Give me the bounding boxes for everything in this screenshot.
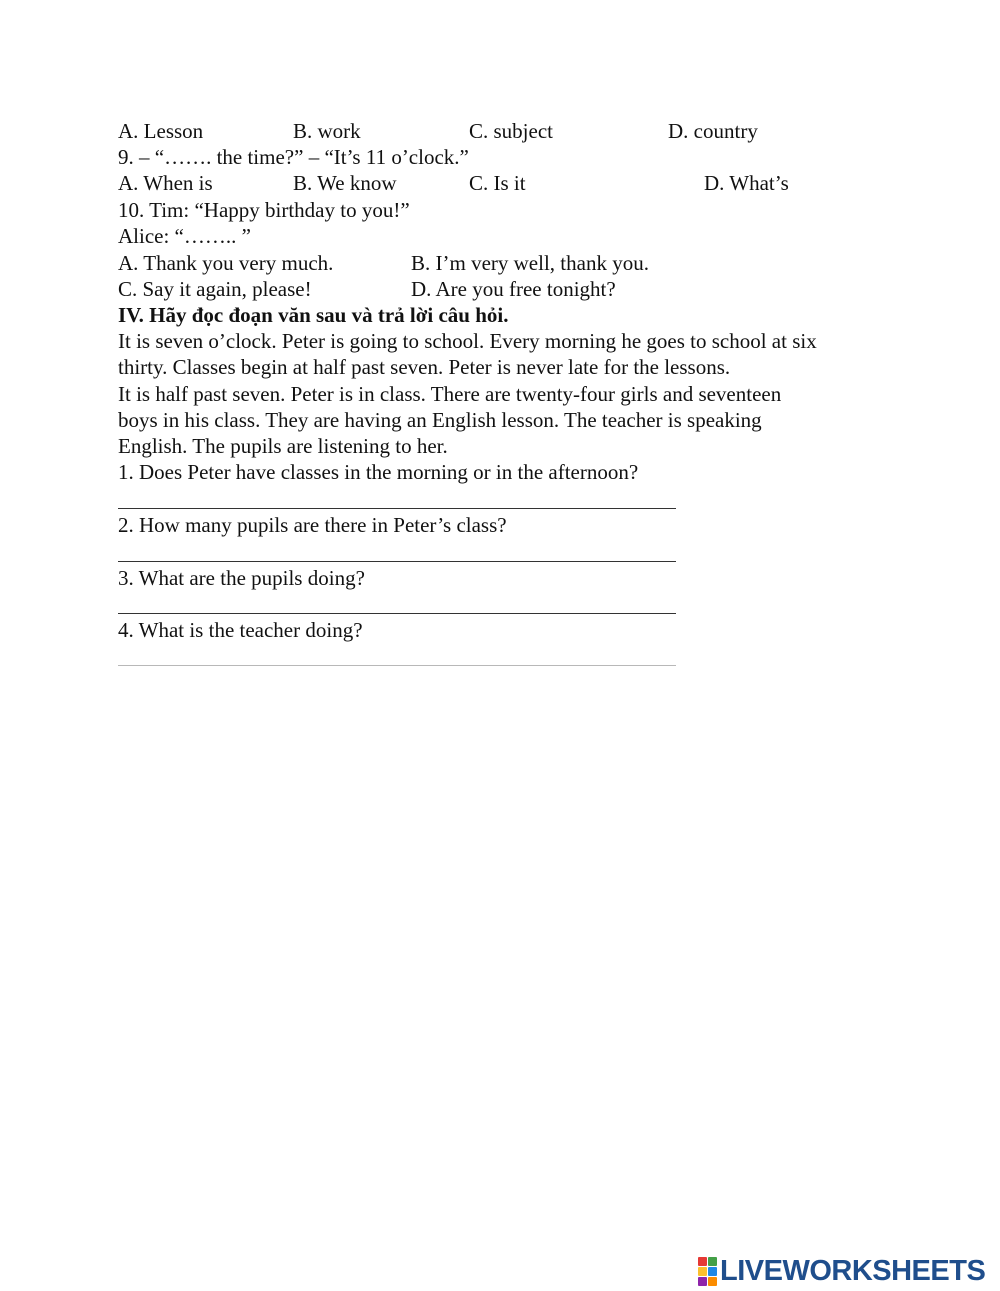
answer-line-1[interactable]	[118, 508, 676, 509]
passage-line: boys in his class. They are having an English lesson. The teacher is speaking	[118, 408, 762, 432]
logo-block	[698, 1277, 707, 1286]
q8-option-d: D. country	[668, 119, 758, 143]
logo-block	[708, 1257, 717, 1266]
logo-block	[708, 1267, 717, 1276]
logo-block	[708, 1277, 717, 1286]
q9-option-a: A. When is	[118, 171, 213, 195]
q9-option-d: D. What’s	[704, 171, 789, 195]
answer-line-2[interactable]	[118, 561, 676, 562]
q10-option-d: D. Are you free tonight?	[411, 277, 616, 301]
logo-text: LIVEWORKSHEETS	[720, 1254, 986, 1287]
passage-line: It is half past seven. Peter is in class. There are twenty-four girls and seventeen	[118, 382, 782, 406]
q9-option-b: B. We know	[293, 171, 397, 195]
passage-line: It is seven o’clock. Peter is going to school. Every morning he goes to school at six	[118, 329, 817, 353]
logo-block	[698, 1257, 707, 1266]
passage-line: thirty. Classes begin at half past seven. Peter is never late for the lessons.	[118, 355, 731, 379]
answer-line-4[interactable]	[118, 665, 676, 666]
logo-blocks-icon	[698, 1257, 717, 1286]
q9-question: 9. – “……. the time?” – “It’s 11 o’clock.”	[118, 145, 469, 169]
q8-option-a: A. Lesson	[118, 119, 204, 143]
liveworksheets-logo	[698, 1256, 985, 1286]
question-1: 1. Does Peter have classes in the morning or in the afternoon?	[118, 460, 639, 484]
q8-option-c: C. subject	[469, 119, 553, 143]
q10-option-a: A. Thank you very much.	[118, 251, 334, 275]
q10-option-c: C. Say it again, please!	[118, 277, 312, 301]
question-2: 2. How many pupils are there in Peter’s class?	[118, 513, 507, 537]
passage-line: English. The pupils are listening to her.	[118, 434, 448, 458]
question-3: 3. What are the pupils doing?	[118, 566, 365, 590]
q10-option-b: B. I’m very well, thank you.	[411, 251, 649, 275]
answer-line-3[interactable]	[118, 613, 676, 614]
section-heading: IV. Hãy đọc đoạn văn sau và trả lời câu hỏi.	[118, 303, 509, 327]
q10-line-2: Alice: “…….. ”	[118, 224, 251, 248]
q10-line-1: 10. Tim: “Happy birthday to you!”	[118, 198, 410, 222]
q9-option-c: C. Is it	[469, 171, 526, 195]
logo-block	[698, 1267, 707, 1276]
q8-option-b: B. work	[293, 119, 361, 143]
question-4: 4. What is the teacher doing?	[118, 618, 363, 642]
